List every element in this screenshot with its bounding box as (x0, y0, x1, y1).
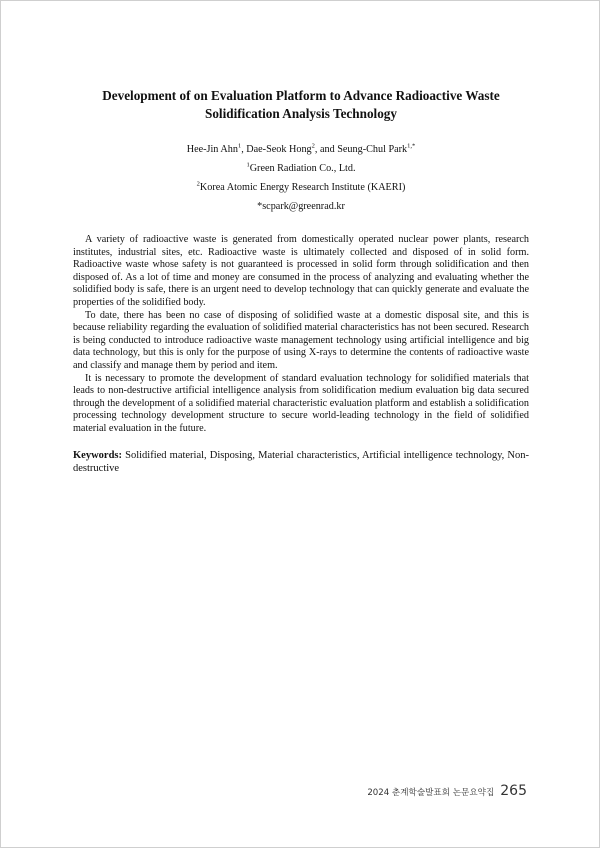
author-2-affiliation-mark: 2 (311, 142, 315, 150)
paper-title (61, 87, 541, 123)
title-line-1: Development of on Evaluation Platform to Advance Radioactive Waste (102, 88, 500, 103)
author-list (61, 140, 541, 159)
page-footer (367, 780, 527, 799)
author-2: , Dae-Seok Hong (241, 144, 312, 155)
affiliation-2-mark: 2 (196, 180, 200, 188)
author-3: , and Seung-Chul Park (314, 144, 408, 155)
abstract-paragraph-3: It is necessary to promote the development of standard evaluation technology for solidified materials that leads to non-destructive artificial intelligence analysis from solidification medium evaluation big data secured through the development of a solidified material characteristic evaluation platform and establish a solidification processing technology development structure to secure world-leading technology in the field of solidified material evaluation in the future. (73, 372, 529, 434)
abstract-paragraph-1: A variety of radioactive waste is generated from domestically operated nuclear power plants, research institutes, industrial sites, etc. Radioactive waste is ultimately collected and disposed of in solid form. Radioactive waste whose safety is not guaranteed is processed in solid form through solidification and then disposed of. As a lot of time and money are consumed in the process of analyzing and evaluating whether the solidified body is safe, there is an urgent need to develop technology that can quickly generate and evaluate the properties of the solidified body. (73, 234, 529, 308)
title-line-2: Solidification Analysis Technology (204, 106, 397, 121)
author-1-affiliation-mark: 1 (237, 142, 242, 150)
author-1: Hee-Jin Ahn (186, 144, 238, 155)
page-number: 265 (500, 783, 527, 799)
author-3-affiliation-mark: 1,* (407, 142, 416, 150)
abstract-paragraph-2: To date, there has been no case of disposing of solidified waste at a domestic disposal site, and this is because reliability regarding the evaluation of solidified material characteristics has not been secured. Research is being conducted to introduce radioactive waste management technology using artificial intelligence and big data technology, but this is only for the purpose of using X-rays to determine the contents of radioactive waste and classify and manage them by period and item. (73, 309, 529, 371)
affiliation-1-text: Green Radiation Co., Ltd. (249, 163, 356, 174)
author-block (61, 140, 541, 216)
keywords-section (73, 450, 529, 475)
affiliation-1 (61, 159, 541, 178)
abstract-body (73, 234, 529, 436)
affiliation-1-mark: 1 (246, 161, 250, 169)
keywords-label: Keywords: (73, 450, 122, 461)
conference-name: 2024 춘계학술발표회 논문요약집 (367, 788, 495, 798)
keywords-text: Solidified material, Disposing, Material characteristics, Artificial intelligence technology, Non-destructive (73, 450, 529, 474)
affiliation-2-text: Korea Atomic Energy Research Institute (KAERI) (199, 182, 406, 193)
corresponding-mark: * (412, 142, 416, 150)
affiliation-2 (61, 178, 541, 197)
corresponding-email[interactable]: *scpark@greenrad.kr (257, 201, 345, 212)
